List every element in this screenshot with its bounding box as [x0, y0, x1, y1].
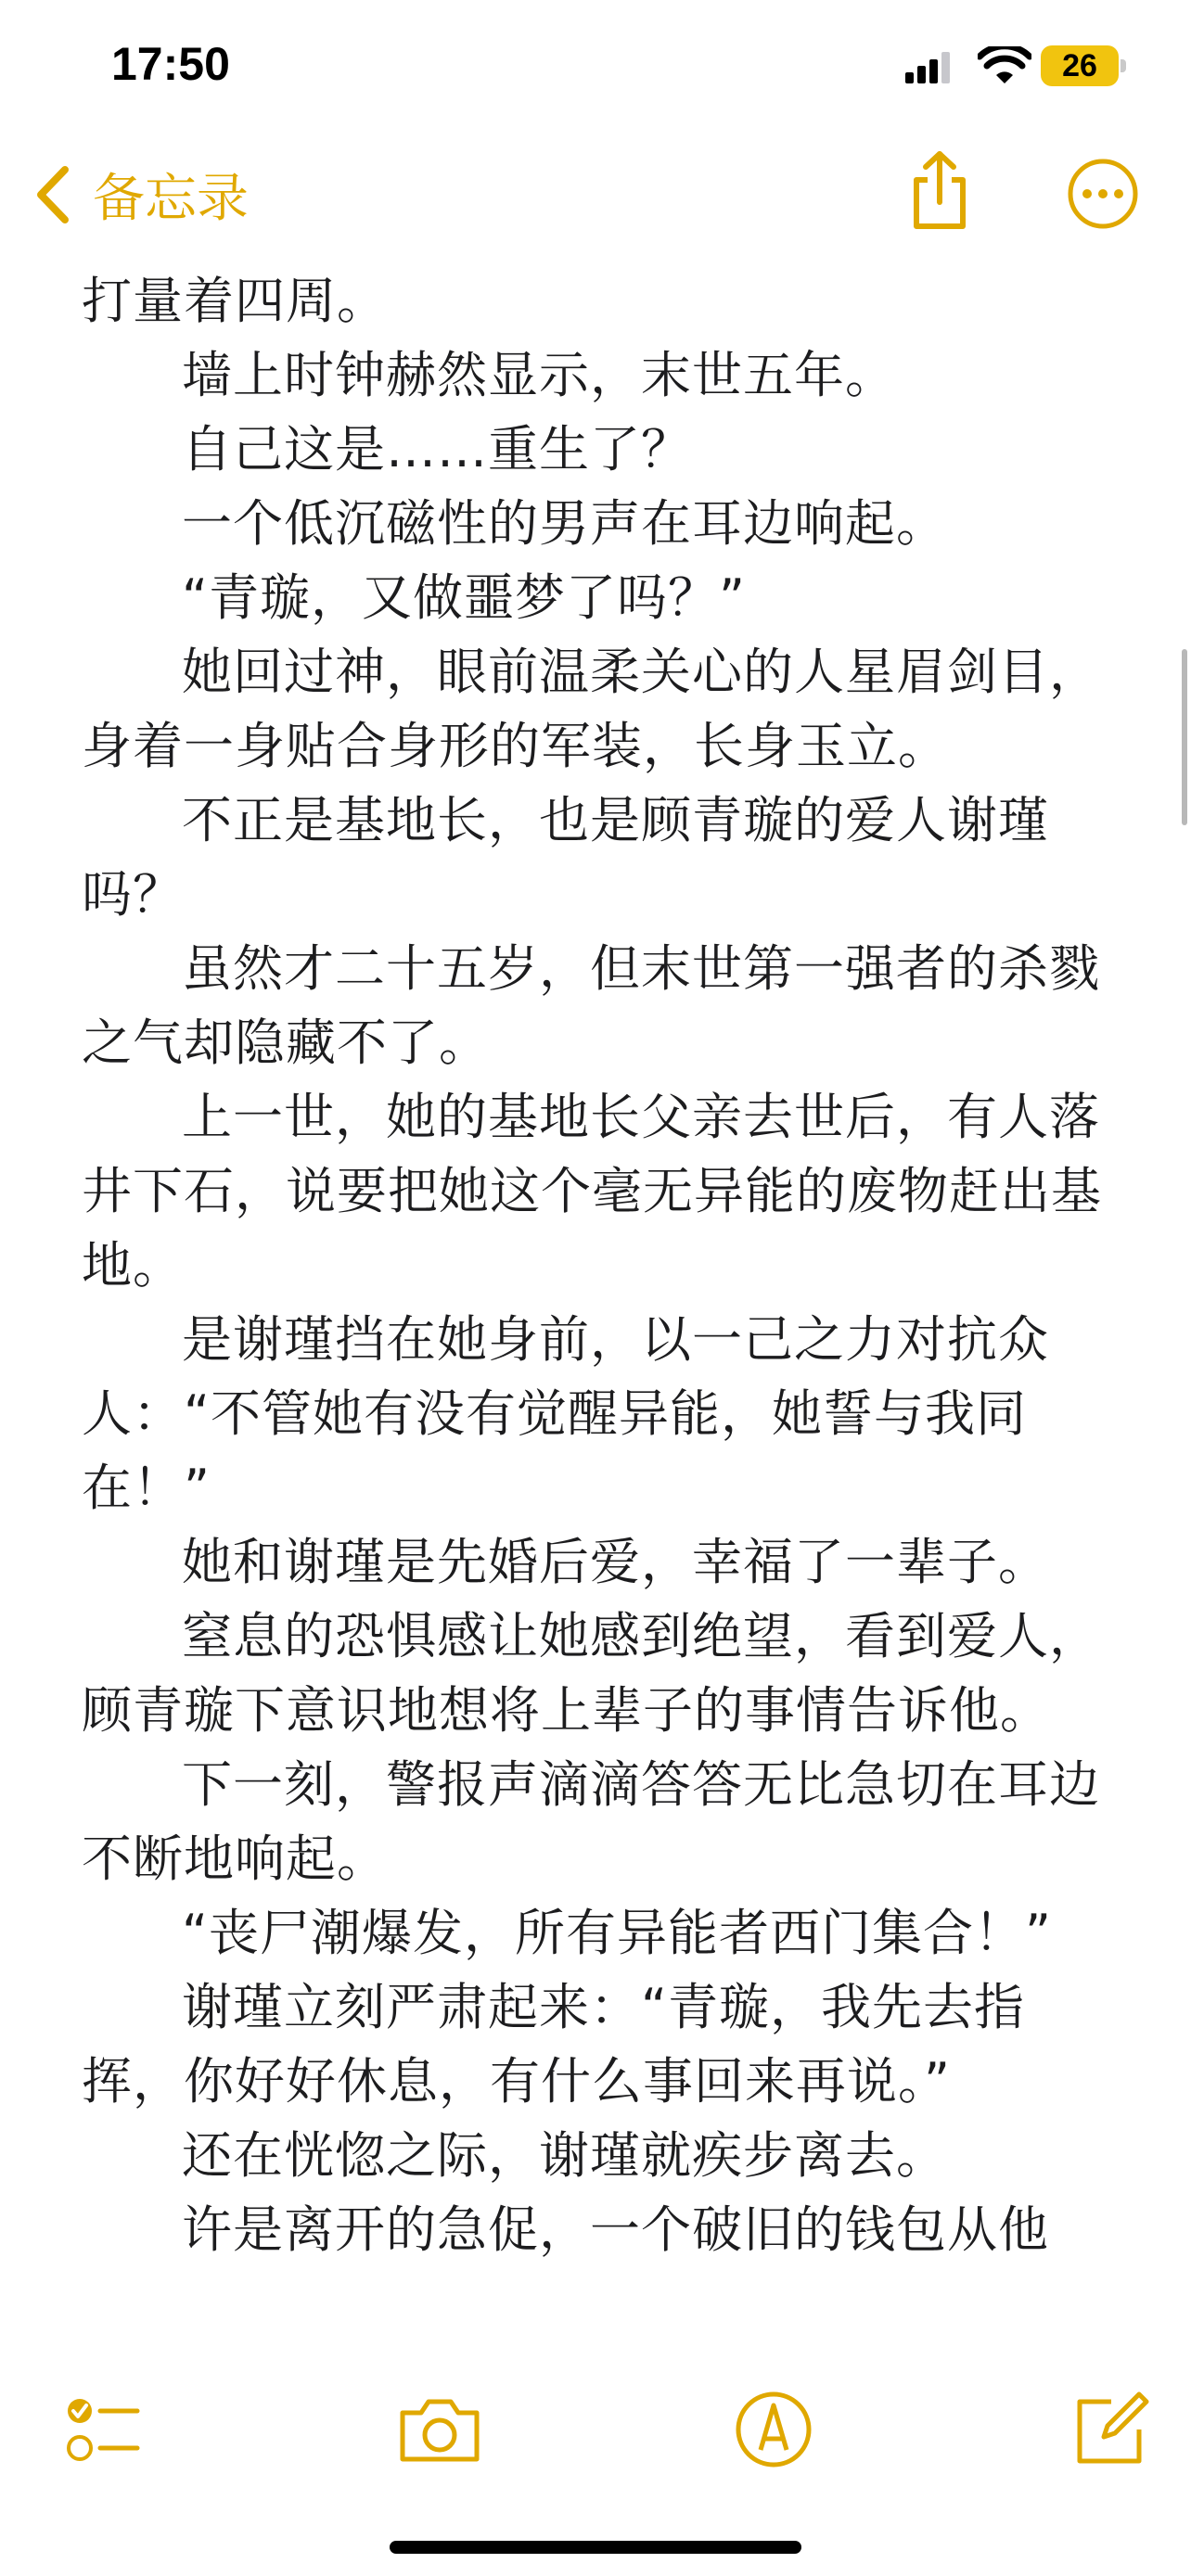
status-time: 17:50: [111, 38, 230, 90]
note-paragraph: 窒息的恐惧感让她感到绝望，看到爱人，顾青璇下意识地想将上辈子的事情告诉他。: [82, 1607, 1100, 1740]
battery-level: 26: [1062, 48, 1097, 83]
note-paragraph: 不正是基地长，也是顾青璇的爱人谢瑾吗？: [82, 791, 1049, 924]
markup-button[interactable]: [727, 2383, 820, 2476]
note-paragraph: 许是离开的急促，一个破旧的钱包从他: [182, 2200, 1049, 2259]
checklist-icon: [58, 2383, 150, 2476]
note-body[interactable]: [82, 264, 1113, 2267]
bottom-toolbar: [0, 2383, 1191, 2485]
home-indicator[interactable]: [390, 2541, 801, 2554]
nav-bar: [0, 139, 1191, 250]
note-paragraph: 墙上时钟赫然显示，末世五年。: [182, 346, 896, 404]
back-label: 备忘录: [93, 169, 249, 229]
note-paragraph: 虽然才二十五岁，但末世第一强者的杀戮之气却隐藏不了。: [82, 939, 1100, 1072]
note-paragraph: 她回过神，眼前温柔关心的人星眉剑目，身着一身贴合身形的军装，长身玉立。: [82, 643, 1100, 775]
wifi-icon: [978, 46, 1031, 85]
markup-icon: [727, 2383, 820, 2476]
note-paragraph: 是谢瑾挡在她身前，以一己之力对抗众人：“不管她有没有觉醒异能，她誓与我同在！”: [82, 1310, 1049, 1517]
note-paragraph: 还在恍惚之际，谢瑾就疾步离去。: [182, 2126, 947, 2185]
note-paragraph: “青璇，又做噩梦了吗？”: [182, 568, 746, 627]
note-paragraph: 上一世，她的基地长父亲去世后，有人落井下石，说要把她这个毫无异能的废物赶出基地。: [82, 1088, 1102, 1294]
note-paragraph: 打量着四周。: [82, 272, 388, 330]
share-icon[interactable]: [907, 150, 972, 232]
back-button[interactable]: [33, 156, 249, 234]
compose-button[interactable]: [1063, 2383, 1156, 2476]
camera-icon: [393, 2383, 486, 2476]
note-paragraph: “丧尸潮爆发，所有异能者西门集合！”: [182, 1904, 1052, 1962]
note-paragraph: 下一刻，警报声滴滴答答无比急切在耳边不断地响起。: [82, 1755, 1100, 1888]
checklist-button[interactable]: [58, 2383, 150, 2476]
camera-button[interactable]: [393, 2383, 486, 2476]
scroll-indicator[interactable]: [1182, 649, 1187, 825]
signal-icon: [905, 52, 952, 83]
note-paragraph: 谢瑾立刻严肃起来：“青璇，我先去指挥，你好好休息，有什么事回来再说。”: [82, 1978, 1025, 2111]
status-bar: [0, 0, 1191, 139]
note-paragraph: 她和谢瑾是先婚后爱，幸福了一辈子。: [182, 1533, 1049, 1591]
chevron-left-icon: [33, 164, 72, 225]
compose-icon: [1063, 2383, 1156, 2476]
note-paragraph: 一个低沉磁性的男声在耳边响起。: [182, 494, 947, 553]
more-icon[interactable]: [1067, 158, 1139, 230]
battery-icon: [1041, 45, 1126, 86]
note-paragraph: 自己这是……重生了？: [182, 420, 692, 478]
